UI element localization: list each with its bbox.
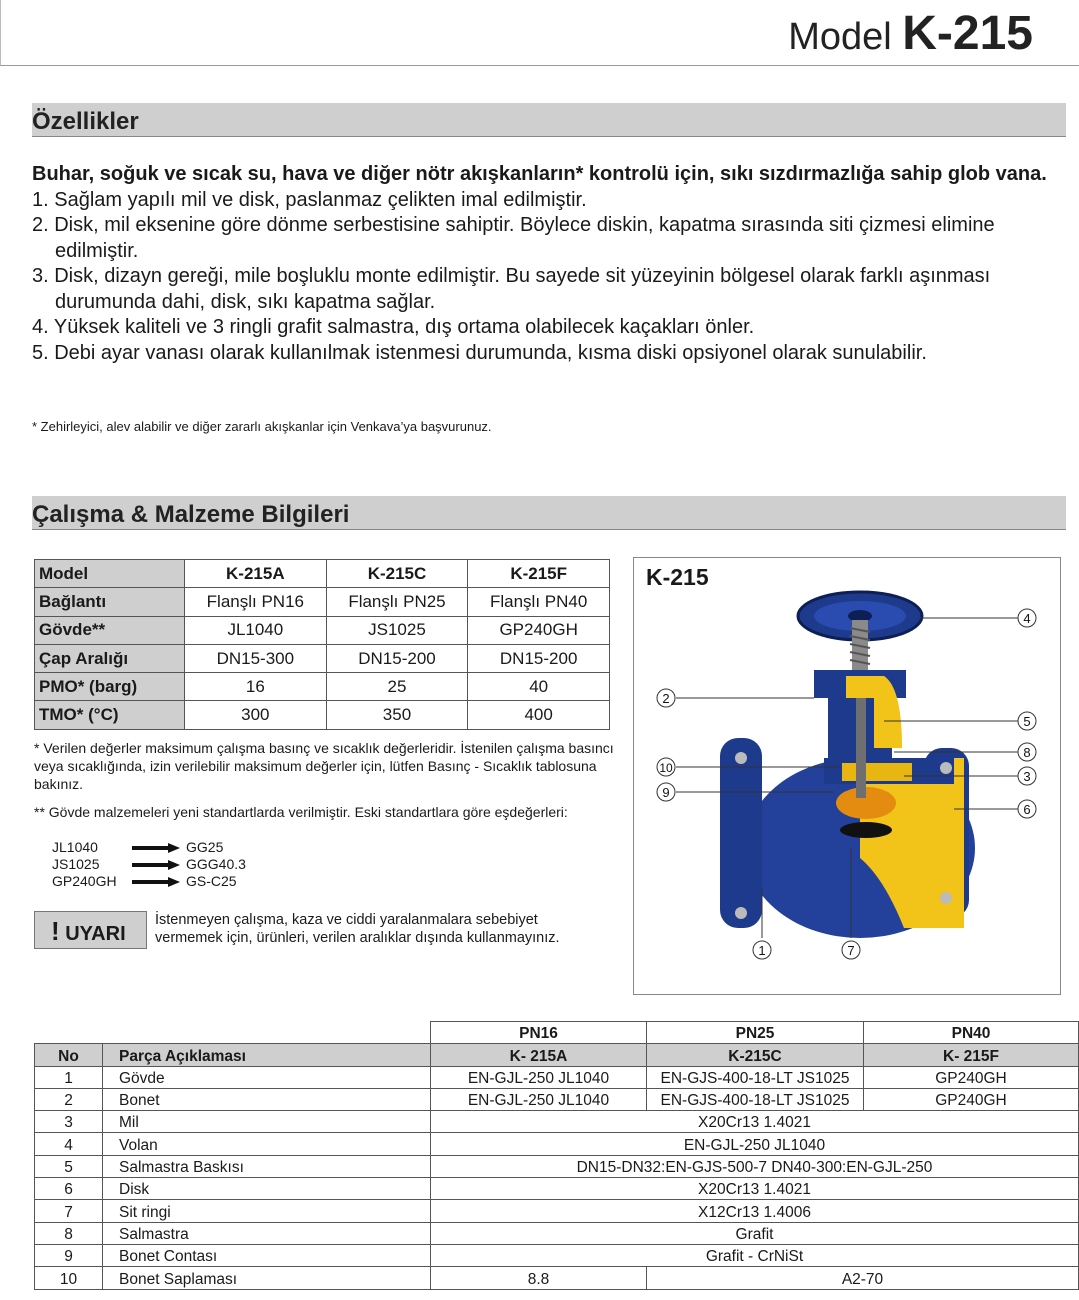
table-row	[35, 1111, 1079, 1133]
equivalent-old: GG25	[186, 839, 224, 855]
part-no: 7	[35, 1200, 103, 1222]
spec-row	[35, 588, 610, 616]
part-material: EN-GJS-400-18-LT JS1025	[647, 1066, 864, 1088]
callout-label: 9	[662, 785, 670, 800]
callout-label: 6	[1023, 802, 1031, 817]
table-row	[35, 1200, 1079, 1222]
spec-cell: JL1040	[185, 616, 327, 644]
arrow-right-icon	[132, 877, 180, 887]
part-material: DN15-DN32:EN-GJS-500-7 DN40-300:EN-GJL-250	[431, 1155, 1079, 1177]
part-material: X20Cr13 1.4021	[431, 1178, 1079, 1200]
valve-diagram	[633, 557, 1061, 995]
part-no: 10	[35, 1267, 103, 1289]
model-header: K-215C	[647, 1044, 864, 1066]
spec-label: PMO* (barg)	[35, 673, 185, 701]
callout-label: 4	[1023, 611, 1031, 626]
spec-row	[35, 560, 610, 588]
spec-cell: Flanşlı PN25	[326, 588, 468, 616]
parts-table	[34, 1021, 1079, 1290]
parts-header-row	[35, 1044, 1079, 1066]
part-desc: Bonet	[103, 1088, 431, 1110]
spec-cell: K-215A	[185, 560, 327, 588]
callout-label: 8	[1023, 745, 1031, 760]
part-material: 8.8	[431, 1267, 647, 1289]
working-title: Çalışma & Malzeme Bilgileri	[32, 501, 350, 528]
valve-illustration	[634, 558, 1062, 996]
part-desc: Sit ringi	[103, 1200, 431, 1222]
table-row	[35, 1222, 1079, 1244]
part-no: 9	[35, 1244, 103, 1266]
features-lead: Buhar, soğuk ve sıcak su, hava ve diğer nötr akışkanların* kontrolü için, sıkı sızdırmazlığa sahip glob vana.	[32, 163, 1047, 185]
callout-6	[1018, 800, 1036, 818]
warning-text: İstenmeyen çalışma, kaza ve ciddi yaralanmalara sebebiyet vermemek için, ürünleri, verilen aralıklar dışında kullanmayınız.	[155, 912, 560, 946]
callout-5	[1018, 712, 1036, 730]
spec-label: Model	[35, 560, 185, 588]
part-desc: Salmastra	[103, 1222, 431, 1244]
part-no: 4	[35, 1133, 103, 1155]
spec-cell: DN15-200	[468, 644, 610, 672]
spec-cell: 40	[468, 673, 610, 701]
part-no: 1	[35, 1066, 103, 1088]
page-header	[0, 0, 1079, 66]
features-section-bar	[32, 103, 1066, 137]
part-no: 2	[35, 1088, 103, 1110]
pressure-note: * Verilen değerler maksimum çalışma basınç ve sıcaklık değerleridir. İstenilen çalışma basıncı veya sıcaklığında, izin verilebilir maksimum değerler için, lütfen Basınç - Sıcaklık tablosuna bakınız.	[34, 740, 614, 792]
spec-cell: 400	[468, 701, 610, 729]
features-text	[32, 162, 1072, 366]
part-desc: Mil	[103, 1111, 431, 1133]
spec-label: Çap Aralığı	[35, 644, 185, 672]
col-no-header: No	[35, 1044, 103, 1066]
spec-cell: Flanşlı PN40	[468, 588, 610, 616]
part-desc: Salmastra Baskısı	[103, 1155, 431, 1177]
table-row	[35, 1066, 1079, 1088]
part-material: X12Cr13 1.4006	[431, 1200, 1079, 1222]
equivalent-row	[52, 839, 266, 856]
part-material: EN-GJL-250 JL1040	[431, 1066, 647, 1088]
spec-cell: JS1025	[326, 616, 468, 644]
warning-label: UYARI	[65, 923, 126, 945]
spec-cell: DN15-200	[326, 644, 468, 672]
material-note: ** Gövde malzemeleri yeni standartlarda verilmiştir. Eski standartlara göre eşdeğerleri:	[34, 804, 568, 820]
spec-cell: 16	[185, 673, 327, 701]
part-material: A2-70	[647, 1267, 1079, 1289]
spec-row	[35, 616, 610, 644]
spec-row	[35, 644, 610, 672]
callout-label: 7	[847, 943, 855, 958]
pn-header: PN25	[647, 1022, 864, 1044]
model-header: K- 215A	[431, 1044, 647, 1066]
part-desc: Bonet Contası	[103, 1244, 431, 1266]
features-footnote: * Zehirleyici, alev alabilir ve diğer zararlı akışkanlar için Venkava’ya başvurunuz.	[32, 419, 492, 434]
spec-cell: Flanşlı PN16	[185, 588, 327, 616]
table-row	[35, 1088, 1079, 1110]
spec-label: Gövde**	[35, 616, 185, 644]
callout-1	[753, 941, 771, 959]
part-desc: Volan	[103, 1133, 431, 1155]
spec-cell: K-215F	[468, 560, 610, 588]
equivalent-row	[52, 856, 266, 873]
feature-item: 1. Sağlam yapılı mil ve disk, paslanmaz çelikten imal edilmiştir.	[32, 188, 587, 211]
feature-item: 4. Yüksek kaliteli ve 3 ringli grafit salmastra, dış ortama olabilecek kaçakları önler.	[32, 316, 755, 338]
part-material: GP240GH	[864, 1066, 1079, 1088]
callout-label: 1	[758, 943, 766, 958]
callout-label: 10	[659, 761, 673, 775]
callout-7	[842, 941, 860, 959]
callout-4	[1018, 609, 1036, 627]
warning-badge	[34, 911, 147, 949]
table-row	[35, 1244, 1079, 1266]
callout-9	[657, 783, 675, 801]
spec-table	[34, 559, 610, 730]
pn-header: PN40	[864, 1022, 1079, 1044]
spec-cell: K-215C	[326, 560, 468, 588]
spec-label: Bağlantı	[35, 588, 185, 616]
part-no: 8	[35, 1222, 103, 1244]
col-desc-header: Parça Açıklaması	[103, 1044, 431, 1066]
part-material: EN-GJS-400-18-LT JS1025	[647, 1088, 864, 1110]
part-desc: Disk	[103, 1178, 431, 1200]
equivalents-list	[52, 839, 266, 890]
model-prefix: Model	[788, 16, 892, 58]
features-title: Özellikler	[32, 108, 139, 135]
equivalent-new: JL1040	[52, 839, 98, 855]
table-row	[35, 1155, 1079, 1177]
equivalent-old: GS-C25	[186, 873, 237, 889]
model-title	[788, 6, 1033, 61]
part-material: GP240GH	[864, 1088, 1079, 1110]
warning-icon: !	[51, 916, 60, 946]
equivalent-new: JS1025	[52, 856, 100, 872]
diagram-title: K-215	[646, 564, 709, 590]
pn-header: PN16	[431, 1022, 647, 1044]
working-section-bar	[32, 496, 1066, 530]
spec-cell: DN15-300	[185, 644, 327, 672]
spec-cell: 350	[326, 701, 468, 729]
part-material: X20Cr13 1.4021	[431, 1111, 1079, 1133]
callout-2	[657, 689, 675, 707]
spec-cell: 300	[185, 701, 327, 729]
model-code: K-215	[902, 7, 1033, 60]
spec-cell: 25	[326, 673, 468, 701]
arrow-right-icon	[132, 860, 180, 870]
model-header: K- 215F	[864, 1044, 1079, 1066]
part-material: Grafit - CrNiSt	[431, 1244, 1079, 1266]
feature-item: 3. Disk, dizayn gereği, mile boşluklu monte edilmiştir. Bu sayede sit yüzeyinin bölgesel olarak farklı aşınması durumunda dahi, disk, sıkı kapatma sağlar.	[32, 265, 991, 313]
equivalent-new: GP240GH	[52, 873, 117, 889]
spec-row	[35, 673, 610, 701]
callout-10	[657, 758, 675, 776]
arrow-right-icon	[132, 843, 180, 853]
part-no: 5	[35, 1155, 103, 1177]
spec-label: TMO* (°C)	[35, 701, 185, 729]
feature-item: 2. Disk, mil eksenine göre dönme serbestisine sahiptir. Böylece diskin, kapatma sırasında siti çizmesi elimine edilmiştir.	[32, 214, 995, 262]
table-row	[35, 1133, 1079, 1155]
part-desc: Bonet Saplaması	[103, 1267, 431, 1289]
part-desc: Gövde	[103, 1066, 431, 1088]
part-no: 6	[35, 1178, 103, 1200]
part-no: 3	[35, 1111, 103, 1133]
callout-label: 5	[1023, 714, 1031, 729]
equivalent-row	[52, 873, 266, 890]
spec-row	[35, 701, 610, 729]
part-material: EN-GJL-250 JL1040	[431, 1133, 1079, 1155]
callout-3	[1018, 767, 1036, 785]
part-material: EN-GJL-250 JL1040	[431, 1088, 647, 1110]
callout-label: 3	[1023, 769, 1031, 784]
equivalent-old: GGG40.3	[186, 856, 246, 872]
table-row	[35, 1267, 1079, 1289]
part-material: Grafit	[431, 1222, 1079, 1244]
feature-item: 5. Debi ayar vanası olarak kullanılmak istenmesi durumunda, kısma diski opsiyonel olarak sunulabilir.	[32, 341, 927, 364]
callout-8	[1018, 743, 1036, 761]
pn-header-row	[35, 1022, 1079, 1044]
spec-cell: GP240GH	[468, 616, 610, 644]
callout-label: 2	[662, 691, 670, 706]
table-row	[35, 1178, 1079, 1200]
